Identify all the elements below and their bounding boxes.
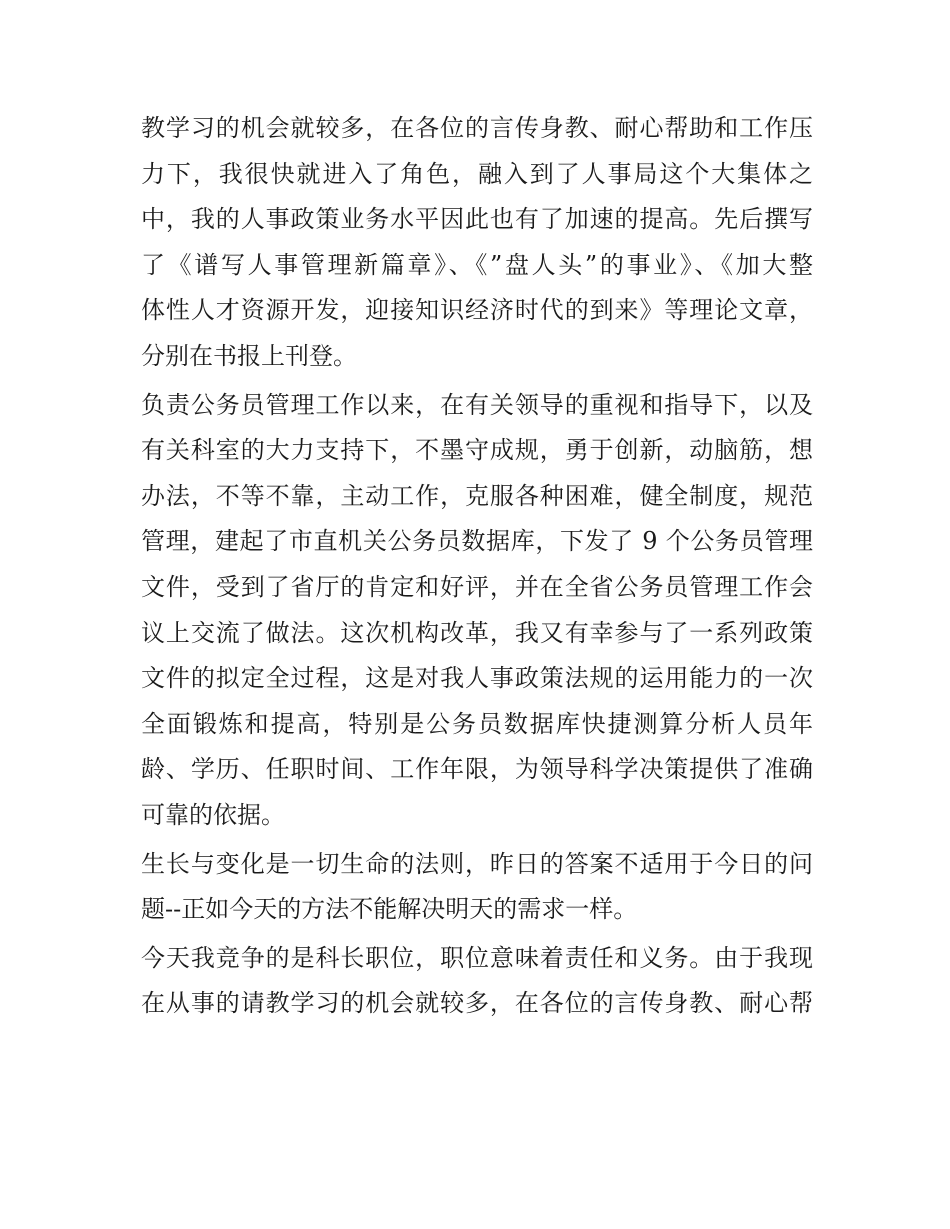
text-line: 可靠的依据。: [141, 800, 285, 829]
text-line: 议上交流了做法。这次机构改革，我又有幸参与了一系列政策: [141, 618, 813, 647]
document-body: [141, 106, 813, 1027]
text-line: 文件的拟定全过程，这是对我人事政策法规的运用能力的一次: [141, 664, 813, 693]
text-line: 力下，我很快就进入了角色，融入到了人事局这个大集体之: [141, 159, 813, 188]
text-line: 生长与变化是一切生命的法则，昨日的答案不适用于今日的问: [141, 849, 813, 878]
text-line: 教学习的机会就较多，在各位的言传身教、耐心帮助和工作压: [141, 114, 813, 142]
text-line: 了《谱写人事管理新篇章》、《”盘人头”的事业》、《加大整: [141, 250, 813, 279]
text-line: 龄、学历、任职时间、工作年限，为领导科学决策提供了准确: [141, 755, 813, 784]
paragraph: [141, 936, 813, 1027]
text-line: 文件，受到了省厅的肯定和好评，并在全省公务员管理工作会: [141, 572, 813, 601]
text-line: 全面锻炼和提高，特别是公务员数据库快捷测算分析人员年: [141, 709, 813, 738]
paragraph: [141, 106, 813, 380]
paragraph: [141, 842, 813, 933]
text-line: 题--正如今天的方法不能解决明天的需求一样。: [141, 895, 638, 924]
text-line: 在从事的请教学习的机会就较多，在各位的言传身教、耐心帮: [141, 989, 813, 1018]
text-line: 分别在书报上刊登。: [141, 341, 357, 370]
text-line: 中，我的人事政策业务水平因此也有了加速的提高。先后撰写: [141, 205, 813, 234]
text-line: 负责公务员管理工作以来，在有关领导的重视和指导下，以及: [141, 390, 813, 419]
text-line: 管理，建起了市直机关公务员数据库，下发了 9 个公务员管理: [141, 527, 813, 556]
text-line: 体性人才资源开发，迎接知识经济时代的到来》等理论文章，: [141, 296, 813, 325]
paragraph: [141, 383, 813, 839]
text-line: 今天我竞争的是科长职位，职位意味着责任和义务。由于我现: [141, 943, 813, 972]
text-line: 有关科室的大力支持下，不墨守成规，勇于创新，动脑筋，想: [141, 436, 813, 465]
text-line: 办法，不等不靠，主动工作，克服各种困难，健全制度，规范: [141, 481, 813, 510]
